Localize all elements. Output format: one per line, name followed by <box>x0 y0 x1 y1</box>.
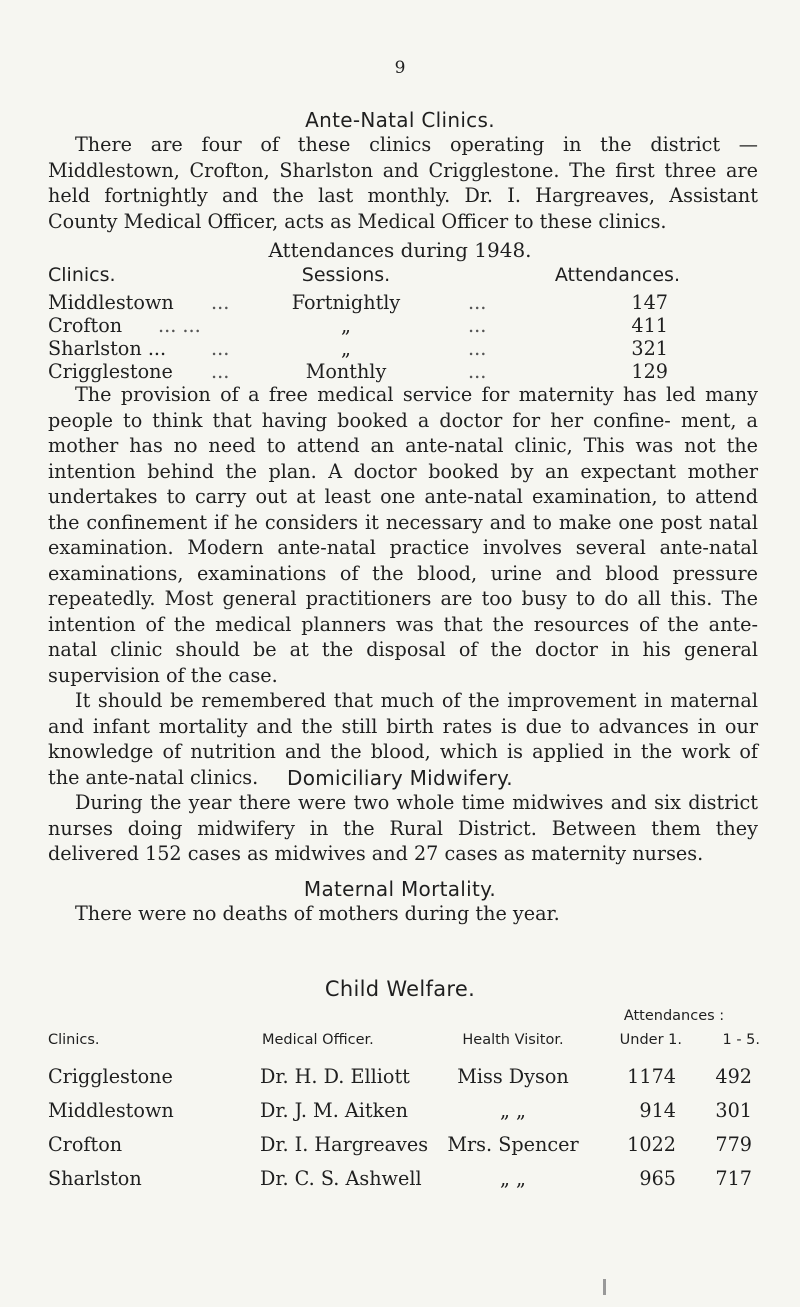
leader-dots: ... ... <box>158 314 201 337</box>
col-header-health-visitor: Health Visitor. <box>462 1032 564 1048</box>
maternal-heading: Maternal Mortality. <box>303 877 497 901</box>
medical-officer: Dr. H. D. Elliott <box>260 1065 410 1088</box>
attendance-count: 147 <box>631 291 668 314</box>
clinic-name: Middlestown <box>48 291 174 314</box>
col-header-attendances: Attendances. <box>554 264 680 286</box>
attendance-count: 129 <box>631 360 668 383</box>
clinic-name: Sharlston <box>48 1167 142 1190</box>
session-frequency: „ <box>341 314 351 337</box>
table-row <box>48 360 768 383</box>
leader-dots: ... <box>211 337 230 360</box>
midwifery-body <box>48 790 758 867</box>
session-frequency: Fortnightly <box>291 291 401 314</box>
table-row <box>0 1133 800 1157</box>
antenatal-paragraph-1: The provision of a free medical service for maternity has led many people to think that having booked a doctor for her confine- ment, a mother has no need to attend an ante-natal clinic, This was not the intention behind the plan. A doctor booked by an expectant mother undertakes to carry out at least one ante-natal examination, to attend the confinement if he considers it necessary and to make one post natal examination. Modern ante-natal practice involves several ante-natal examinations, examinations of the blood, urine and blood pressure repeatedly. Most general practitioners are too busy to do all this. The intention of the medical planners was that the resources of the ante-natal clinic should be at the disposal of the doctor in his general supervision of the case. <box>48 383 758 687</box>
midwifery-paragraph: During the year there were two whole time midwives and six district nurses doing midwifery in the Rural District. Between them they delivered 152 cases as midwives and 27 cases as maternity nurses. <box>48 791 758 865</box>
medical-officer: Dr. J. M. Aitken <box>260 1099 408 1122</box>
scan-mark <box>603 1279 606 1295</box>
antenatal-body <box>48 382 758 790</box>
session-frequency: „ <box>341 337 351 360</box>
antenatal-intro-text: There are four of these clinics operating in the district — Middlestown, Crofton, Sharlston and Crigglestone. The first three are held fortnightly and the last monthly. Dr. I. Hargreaves, Assistant County Medical Officer, acts as Medical Officer to these clinics. <box>48 133 758 233</box>
leader-dots: ... <box>468 337 487 360</box>
attendances-under-1: 914 <box>639 1099 676 1122</box>
table-row <box>48 314 768 337</box>
attendance-table-header <box>48 264 768 291</box>
table-row <box>48 337 768 360</box>
health-visitor: „ „ <box>500 1167 526 1190</box>
attendances-under-1: 965 <box>639 1167 676 1190</box>
page-number: 9 <box>394 58 406 78</box>
leader-dots: ... <box>211 291 230 314</box>
session-frequency: Monthly <box>305 360 387 383</box>
attendances-1-to-5: 779 <box>715 1133 752 1156</box>
col-header-1-to-5: 1 - 5. <box>722 1032 760 1048</box>
antenatal-intro <box>48 132 758 234</box>
attendances-group-label: Attendances : <box>623 1008 725 1024</box>
health-visitor: „ „ <box>500 1099 526 1122</box>
child-welfare-heading: Child Welfare. <box>324 977 476 1001</box>
child-welfare-header <box>0 1032 800 1052</box>
table-row <box>48 291 768 314</box>
attendance-table-caption: Attendances during 1948. <box>268 238 532 262</box>
attendances-1-to-5: 492 <box>715 1065 752 1088</box>
clinic-name: Crigglestone <box>48 360 173 383</box>
midwifery-heading: Domiciliary Midwifery. <box>287 766 513 790</box>
attendances-1-to-5: 301 <box>715 1099 752 1122</box>
col-header-clinics: Clinics. <box>48 1032 100 1048</box>
col-header-under-1: Under 1. <box>619 1032 682 1048</box>
table-row <box>0 1167 800 1191</box>
clinic-name: Crigglestone <box>48 1065 173 1088</box>
attendances-1-to-5: 717 <box>715 1167 752 1190</box>
attendances-under-1: 1022 <box>627 1133 676 1156</box>
antenatal-paragraph-2: It should be remembered that much of the improvement in maternal and infant mortality and the still birth rates is due to advances in our knowledge of nutrition and the blood, which is applied in the work of the ante-natal clinics. <box>48 689 758 789</box>
clinic-name: Crofton <box>48 314 123 337</box>
leader-dots: ... <box>211 360 230 383</box>
health-visitor: Mrs. Spencer <box>447 1133 579 1156</box>
col-header-clinics: Clinics. <box>48 264 116 286</box>
clinic-name: Crofton <box>48 1133 123 1156</box>
attendance-count: 321 <box>631 337 668 360</box>
clinic-name: Middlestown <box>48 1099 174 1122</box>
medical-officer: Dr. I. Hargreaves <box>260 1133 429 1156</box>
leader-dots: ... <box>468 314 487 337</box>
table-row <box>0 1065 800 1089</box>
clinic-name: Sharlston ... <box>48 337 167 360</box>
leader-dots: ... <box>468 360 487 383</box>
col-header-medical-officer: Medical Officer. <box>262 1032 374 1048</box>
health-visitor: Miss Dyson <box>457 1065 569 1088</box>
col-header-sessions: Sessions. <box>301 264 391 286</box>
attendance-count: 411 <box>631 314 668 337</box>
attendances-under-1: 1174 <box>627 1065 676 1088</box>
medical-officer: Dr. C. S. Ashwell <box>260 1167 422 1190</box>
maternal-paragraph: There were no deaths of mothers during the year. <box>75 902 560 925</box>
attendance-table <box>48 264 768 383</box>
leader-dots: ... <box>468 291 487 314</box>
table-row <box>0 1099 800 1123</box>
antenatal-heading: Ante-Natal Clinics. <box>305 108 495 132</box>
